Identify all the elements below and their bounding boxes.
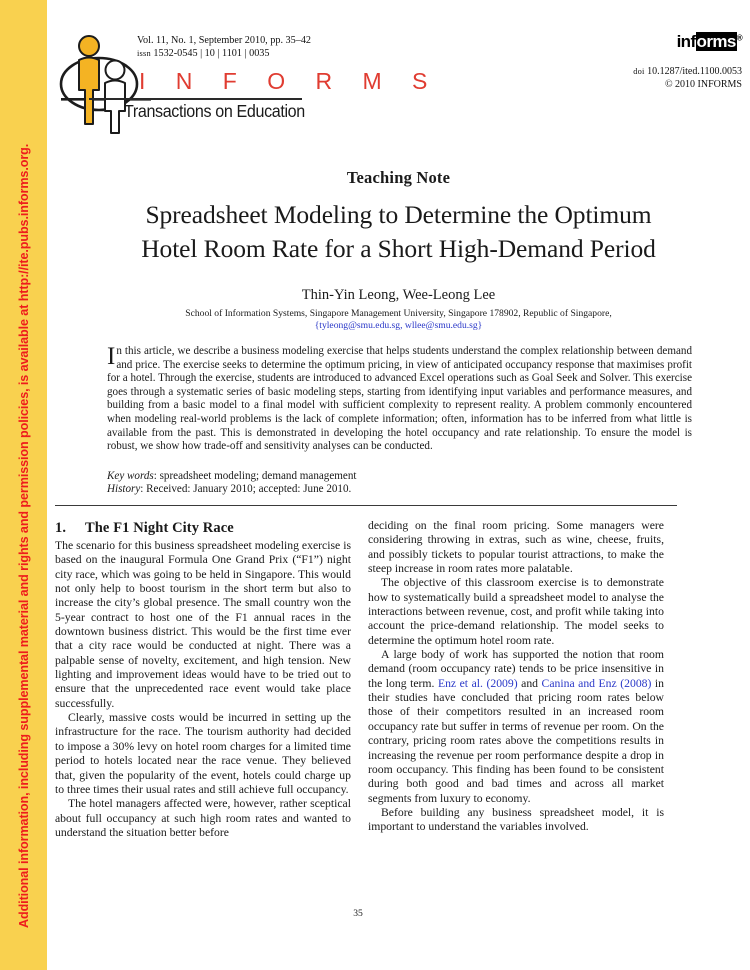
doi-value: 10.1287/ited.1100.0053 — [647, 66, 742, 77]
issn-line — [137, 47, 270, 60]
paragraph: The scenario for this business spreadsheet modeling exercise is based on the inaugural Formula One Grand Prix (“F1”) night city race, which was going to be held in Singapore. This would not only help to boost tourism in the short term but also to increase the city’s global presence. The small country won the 5-year contract to host one of the F1 annual races in the downtown business district. This would be the first time ever that a city race would be conducted at night. There was a palpable sense of novelty, excitement, and high tension. New lighting and improvement ideas would have to be tried out to ensure that the unprecedented race event would take place successfully. — [55, 539, 351, 710]
paragraph: deciding on the final room pricing. Some managers were considering throwing in extras, such as wine, cheese, fruits, and possibly tickets to popular tourist attractions, to make the steep increase in room rates more palatable. — [368, 519, 664, 576]
title-line-1: Spreadsheet Modeling to Determine the Optimum — [145, 200, 652, 229]
issn-label: issn — [137, 49, 151, 58]
citation-year-canina[interactable]: (2008) — [620, 676, 652, 690]
history-label: History — [107, 483, 141, 496]
paragraph-part: and — [517, 676, 542, 690]
paragraph-with-citations — [368, 648, 664, 806]
masthead-rule — [89, 98, 302, 100]
copyright-line: © 2010 INFORMS — [664, 79, 742, 90]
journal-tagline: Transactions on Education — [124, 101, 305, 121]
abstract — [107, 345, 692, 454]
body-column-left — [55, 519, 351, 840]
keywords-value: : spreadsheet modeling; demand management — [153, 470, 357, 482]
issue-line-text: Vol. 11, No. 1, September 2010, pp. 35–42 — [137, 35, 312, 46]
wordmark-prefix: inf — [676, 32, 696, 51]
paragraph: The objective of this classroom exercise is to demonstrate how to systematically build a spreadsheet model to analyse the interactions between revenue, cost, and profit while taking into account the price-demand relationship. The model seeks to determine the optimum hotel room rate. — [368, 576, 664, 647]
permission-sidebar-band — [0, 0, 47, 970]
author-affiliation: School of Information Systems, Singapore Management University, Singapore 178902, Republic of Singapore, — [185, 308, 612, 319]
section-title: The F1 Night City Race — [85, 520, 234, 536]
title-line-2: Hotel Room Rate for a Short High-Demand Period — [141, 234, 656, 263]
article-kicker: Teaching Note — [346, 168, 451, 187]
informs-brand-block — [542, 32, 742, 91]
doi-label: doi — [633, 67, 645, 76]
history-value: : Received: January 2010; accepted: June 2010. — [140, 483, 352, 496]
informs-acronym: I N F O R M S — [139, 68, 440, 94]
author-list: Thin-Yin Leong, Wee-Leong Lee — [301, 287, 496, 303]
article-metadata — [107, 470, 692, 497]
author-emails[interactable]: {tyleong@smu.edu.sg, wllee@smu.edu.sg} — [314, 320, 483, 331]
permission-notice-text: Additional information, including supplemental material and rights and permission policies, is available at http://ite.pubs.informs.org. — [16, 143, 31, 928]
paragraph: Before building any business spreadsheet model, it is important to understand the variables involved. — [368, 805, 664, 834]
page-number: 35 — [353, 908, 363, 919]
wordmark-boxed: orms — [696, 32, 736, 51]
body-column-right — [368, 519, 664, 835]
section-number: 1. — [55, 520, 67, 536]
paragraph-part: in their studies have concluded that pricing room rates below those of their competitors resulted in an increased room occupancy rate but suffer in terms of revenue per room. On the contrary, pricing room rates above the competitions results in increasing the revenue per room performance despite a drop in room occupancy. This finding has been found to be consistent during both good and bad times and across all market segments from luxury to economy. — [368, 676, 665, 805]
journal-masthead — [47, 26, 750, 136]
doi-line — [542, 65, 742, 78]
paragraph: The hotel managers affected were, however, rather sceptical about full occupancy at such high room rates and wanted to understand the situation better before — [55, 797, 351, 839]
section-heading — [55, 519, 351, 538]
page-title — [47, 198, 750, 266]
issn-value: 1532-0545 | 10 | 1101 | 0035 — [153, 48, 270, 59]
citation-link-canina[interactable]: Canina and Enz — [541, 676, 617, 690]
informs-wordmark-logo — [677, 32, 742, 52]
paragraph-part: A large body of work has supported the notion that room demand (room occupancy rate) tends to be price insensitive in the long term. — [368, 648, 664, 690]
history-row — [107, 483, 692, 496]
keywords-row — [107, 470, 692, 483]
registered-mark-icon: ® — [736, 33, 742, 43]
citation-year-enz[interactable]: (2009) — [486, 676, 518, 690]
citation-link-enz[interactable]: Enz et al. — [437, 676, 483, 690]
abstract-text: n this article, we describe a business modeling exercise that helps students understand the complex relationship between demand and price. The exercise seeks to determine the optimum pricing, in view of anticipated occupancy response that maximises profit for a hotel. Through the exercise, students are introduced to advanced Excel operations such as Goal Seek and Solver. This exercise goes through a systematic series of basic modeling steps, starting from identifying input variables and performance measures, and building from a basic model to a final model with sufficient complexity to represent reality. A problem commonly encountered when modeling real-world problems is the lack of complete information; often, information has to be inferred from what little is available from the past. This is demonstrated in developing the hotel occupancy and rate relationship. To ensure the model is robust, we show how trade-off and sensitivity analyses can be conducted. — [107, 345, 692, 453]
section-divider — [55, 505, 677, 506]
paragraph: Clearly, massive costs would be incurred in setting up the infrastructure for the race. The tourism authority had decided to impose a 30% levy on hotel room charges for a limited time period to hotels located near the race venue. They believed that, given the popularity of the event, hotels could charge up to three times their usual rates and still achieve full occupancy. — [55, 711, 351, 796]
keywords-label: Key words — [107, 470, 154, 482]
issue-line — [137, 34, 311, 47]
article-page — [47, 0, 750, 970]
abstract-dropcap: I — [107, 343, 116, 370]
